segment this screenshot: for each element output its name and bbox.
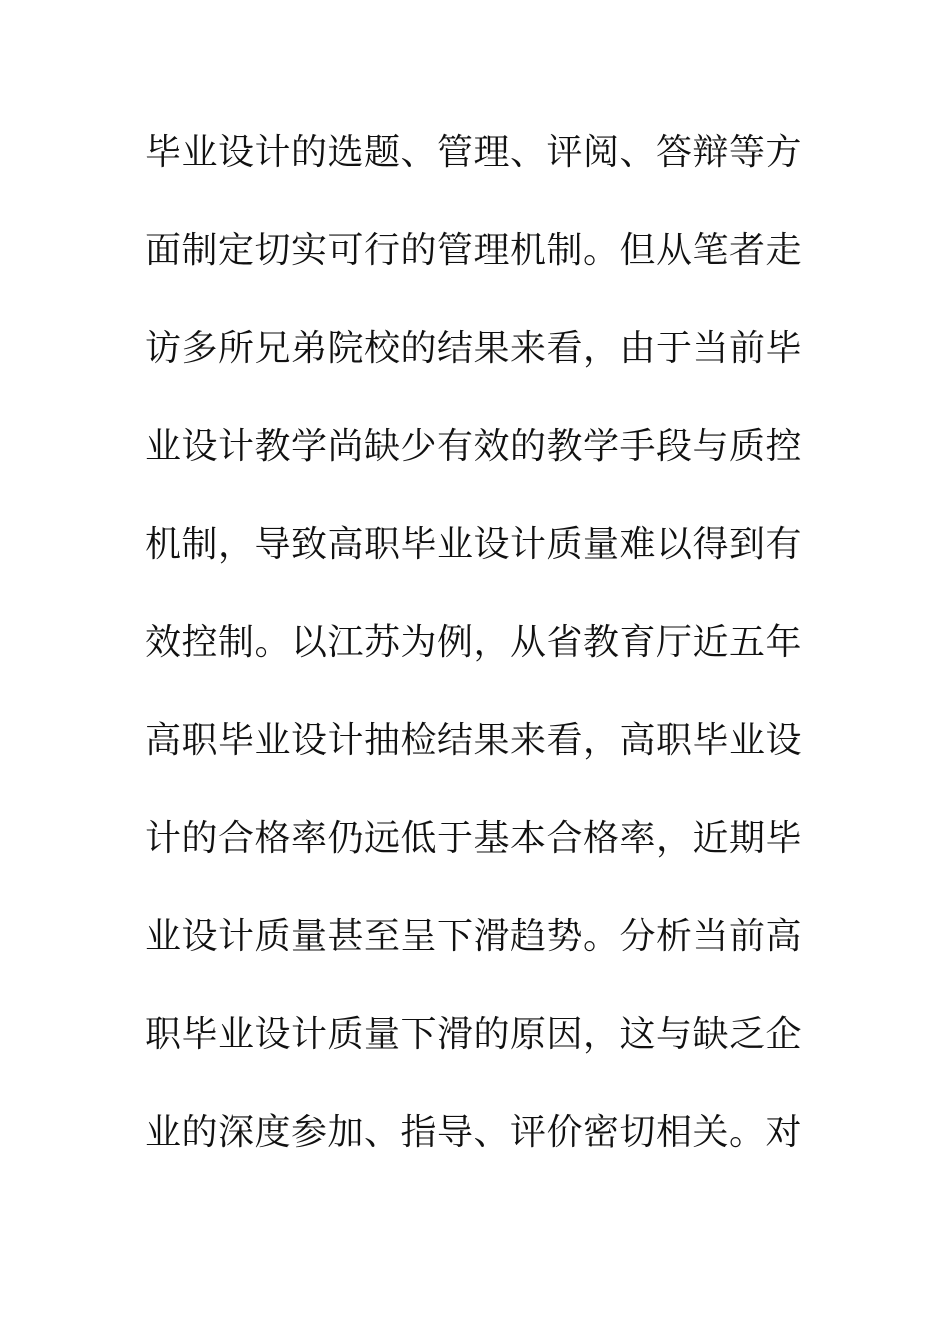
text-line: 职毕业设计质量下滑的原因，这与缺乏企 xyxy=(145,1014,803,1055)
text-line: 业的深度参加、指导、评价密切相关。对 xyxy=(145,1112,803,1153)
text-line: 毕业设计的选题、管理、评阅、答辩等方 xyxy=(145,132,803,173)
text-line: 面制定切实可行的管理机制。但从笔者走 xyxy=(145,230,803,271)
text-line: 访多所兄弟院校的结果来看，由于当前毕 xyxy=(145,328,803,369)
body-paragraph xyxy=(145,124,815,1202)
text-line: 效控制。以江苏为例，从省教育厅近五年 xyxy=(145,622,803,663)
text-line: 计的合格率仍远低于基本合格率，近期毕 xyxy=(145,818,803,859)
text-line: 业设计质量甚至呈下滑趋势。分析当前高 xyxy=(145,916,803,957)
text-line: 机制，导致高职毕业设计质量难以得到有 xyxy=(145,524,803,565)
text-line: 高职毕业设计抽检结果来看，高职毕业设 xyxy=(145,720,803,761)
text-line: 业设计教学尚缺少有效的教学手段与质控 xyxy=(145,426,803,467)
